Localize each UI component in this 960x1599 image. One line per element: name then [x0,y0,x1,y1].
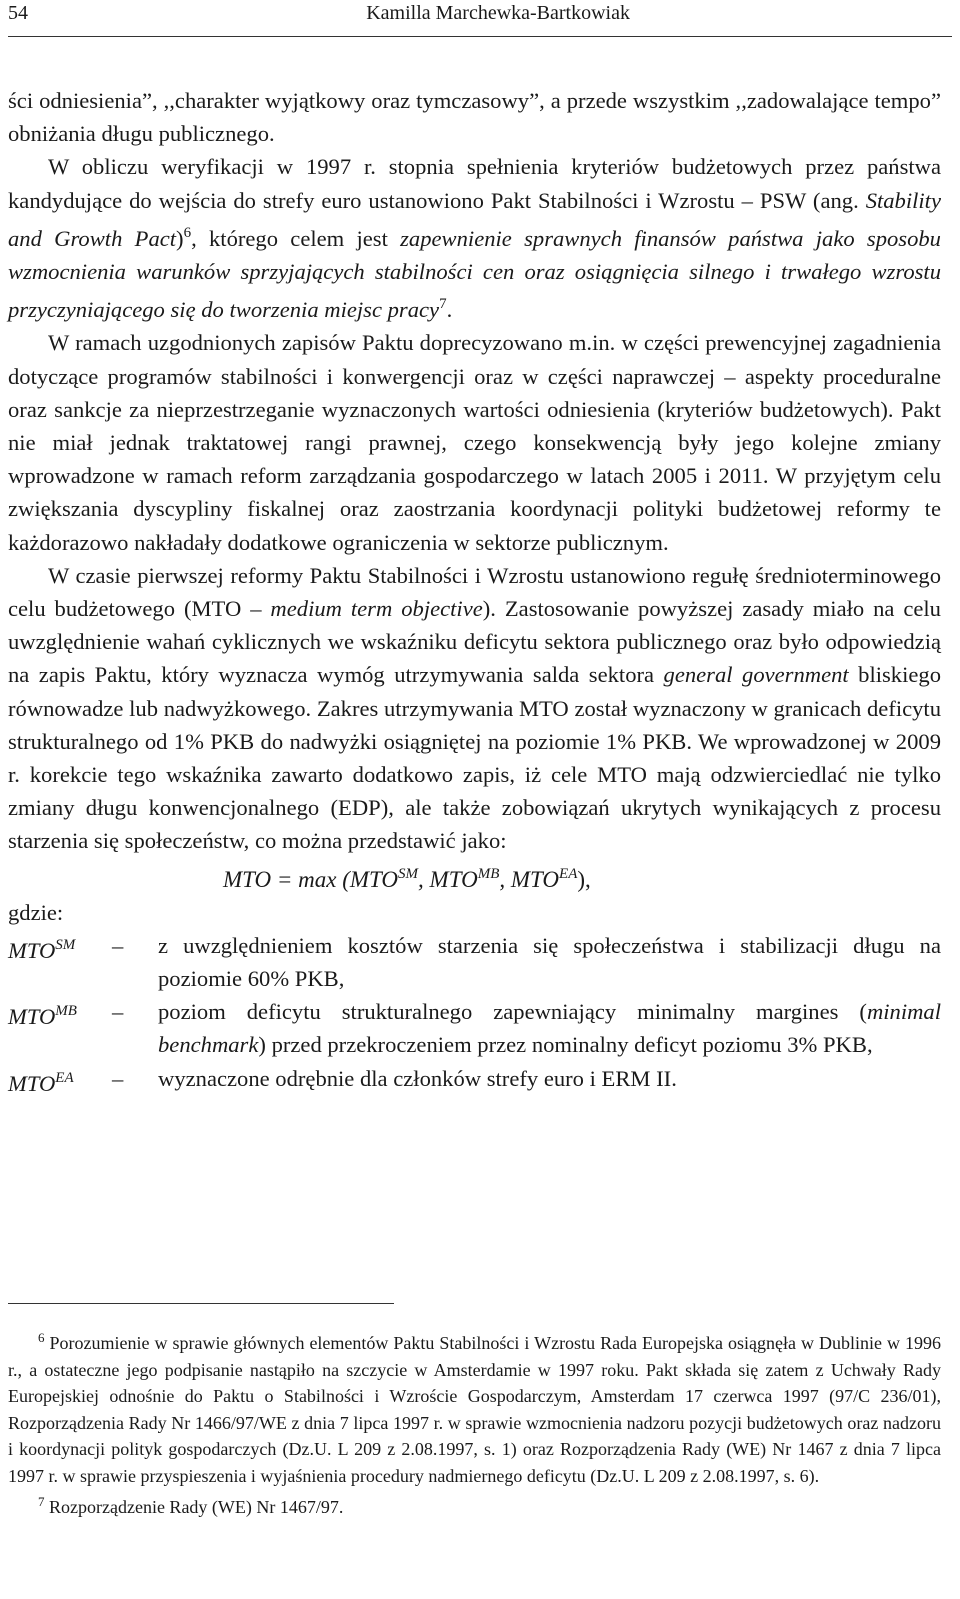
symbol-base: MTO [8,1070,56,1096]
definition-text [158,995,941,1061]
formula-end: ), [577,866,591,892]
symbol-base: MTO [8,1004,56,1030]
footnote-7-number: 7 [38,1494,45,1509]
definition-dash: – [112,932,124,958]
symbol-sup: MB [55,1003,77,1020]
paragraph-2-text-c: ) [176,225,184,251]
formula-sup-sm: SM [398,865,419,882]
paragraph-2-text-f: . [446,297,453,323]
footnote-6 [8,1325,941,1489]
paragraph-3: W ramach uzgodnionych zapisów Paktu doprecyzowano m.in. w części prewencyjnej zagadnienia dotyczące programów stabilności i konwergencji oraz w części naprawczej – aspekty proceduralne oraz sankcje za nieprzestrzeganie wyznaczonych wartości odniesienia (kryteriów budżetowych). Pakt nie miał jednak traktatowej rangi prawnej, czego konsekwencją były jego kolejne zmiany wprowadzone w ramach reform zarządzania gospodarczego w latach 2005 i 2011. W przyjętym celu zwiększania dyscypliny fiskalnej oraz zaostrzania koordynacji polityki budżetowej reformy te każdorazowo nakładały dodatkowe ograniczenia w sektorze publicznym. [8,330,941,555]
paragraph-4 [8,559,941,858]
definition-text-a: poziom deficytu strukturalnego zapewniający minimalny margines ( [158,999,867,1025]
mto-formula [8,858,941,896]
definition-list [8,929,941,1100]
formula-sup-mb: MB [477,865,500,882]
symbol-sup: SM [55,936,76,953]
footnote-ref-6[interactable]: 6 [183,224,192,241]
paragraph-2-italic-term: Stability and Growth Pact [8,187,941,251]
paragraph-2-text-d: , którego celem jest [191,225,401,251]
definition-item-sm [8,929,941,995]
definition-symbol [8,995,112,1061]
running-head-author: Kamilla Marchewka-Bartkowiak [366,2,630,24]
definition-text: z uwzględnieniem kosztów starzenia się społeczeństwa i stabilizacji długu na poziomie 60% PKB, [158,932,941,992]
formula-lhs: MTO = max (MTO [223,866,399,892]
formula-sep-2: , MTO [499,866,560,892]
paragraph-4-text-e: bliskiego równowadze lub nadwyżkowego. Zakres utrzymywania MTO został wyznaczony w granicach deficytu strukturalnego od 1% PKB do nadwyżki osiągniętej na poziomie 1% PKB. We wprowadzonej w 2009 r. korekcie tego wskaźnika zawarto dodatkowo zapis, iż cele MTO mają odzwierciedlać nie tylko zmiany długu konwencjonalnego (EDP), ale także zobowiązań ukrytych wynikających z procesu starzenia się społeczeństw, co można przedstawić jako: [8,662,941,854]
page-number: 54 [8,2,28,24]
formula-sup-ea: EA [559,865,578,882]
definition-item-mb [8,995,941,1061]
definition-dash: – [112,1065,124,1091]
footnote-7 [8,1489,941,1521]
paragraph-2-italic-quote: zapewnienie sprawnych finansów państwa jako sposobu wzmocnienia warunków sprzyjających stabilności cen oraz osiągnięcia silnego i trwałego wzrostu przyczyniającego się do tworzenia miejsc pracy [8,225,941,323]
formula-sep-1: , MTO [418,866,478,892]
footnotes [8,1325,941,1521]
footnote-6-text: Porozumienie w sprawie głównych elementów Paktu Stabilności i Wzrostu Rada Europejska osiągnęła w Dublinie w 1996 r., a ostateczne jego podpisanie nastąpiło na szczycie w Amsterdamie w 1997 roku. Pakt składa się zatem z Uchwały Rady Europejskiej odnośnie do Paktu o Stabilności i Wzroście Gospodarczym, Amsterdam 17 czerwca 1997 (97/C 236/01), Rozporządzenia Rady Nr 1466/97/WE z dnia 7 lipca 1997 r. w sprawie wzmocnienia nadzoru pozycji budżetowych oraz nadzoru i koordynacji polityk gospodarczych (Dz.U. L 209 z 2.08.1997, s. 1) oraz Rozporządzenia Rady (WE) Nr 1467 z dnia 7 lipca 1997 r. w sprawie przyspieszenia i wyjaśnienia procedury nadmiernego deficytu (Dz.U. L 209 z 2.08.1997, s. 6). [8,1333,941,1486]
paragraph-4-text-a: W czasie pierwszej reformy Paktu Stabilności i Wzrostu ustanowiono regułę średnioterminowego celu budżetowego (MTO – [8,562,941,622]
paragraph-4-italic-gg: general government [663,662,849,688]
symbol-sup: EA [55,1069,74,1086]
footnote-6-number: 6 [38,1330,45,1345]
footnote-ref-7[interactable]: 7 [439,296,447,313]
definition-symbol [8,1062,112,1100]
definition-text: wyznaczone odrębnie dla członków strefy euro i ERM II. [158,1065,677,1091]
page-header [8,0,952,37]
footnote-7-text: Rozporządzenie Rady (WE) Nr 1467/97. [44,1497,344,1517]
footnote-separator [8,1303,394,1304]
symbol-base: MTO [8,937,56,963]
definition-item-ea [8,1062,941,1100]
definition-italic-term: minimal benchmark [158,999,941,1058]
paragraph-2-text-a: W obliczu weryfikacji w 1997 r. stopnia spełnienia kryteriów budżetowych przez państwa kandydujące do wejścia do strefy euro ustanowiono Pakt Stabilności i Wzrostu – PSW (ang. [8,154,941,213]
main-text [8,84,941,1100]
paragraph-2 [8,150,941,326]
paragraph-4-italic-mto: medium term objective [270,596,483,622]
definition-text-c: ) przed przekroczeniem przez nominalny deficyt poziomu 3% PKB, [258,1032,873,1058]
paragraph-1: ści odniesienia”, ,,charakter wyjątkowy oraz tymczasowy”, a przede wszystkim ,,zadowalające tempo” obniżania długu publicznego. [8,88,941,147]
where-label: gdzie: [8,899,64,925]
definition-dash: – [112,999,124,1025]
definition-symbol [8,929,112,995]
paragraph-4-text-c: ). Zastosowanie powyższej zasady miało na celu uwzględnienie wahań cyklicznych we wskaźniku deficytu sektora publicznego oraz było odpowiedzią na zapis Paktu, który wyznacza wymóg utrzymywania salda sektora [8,596,941,688]
